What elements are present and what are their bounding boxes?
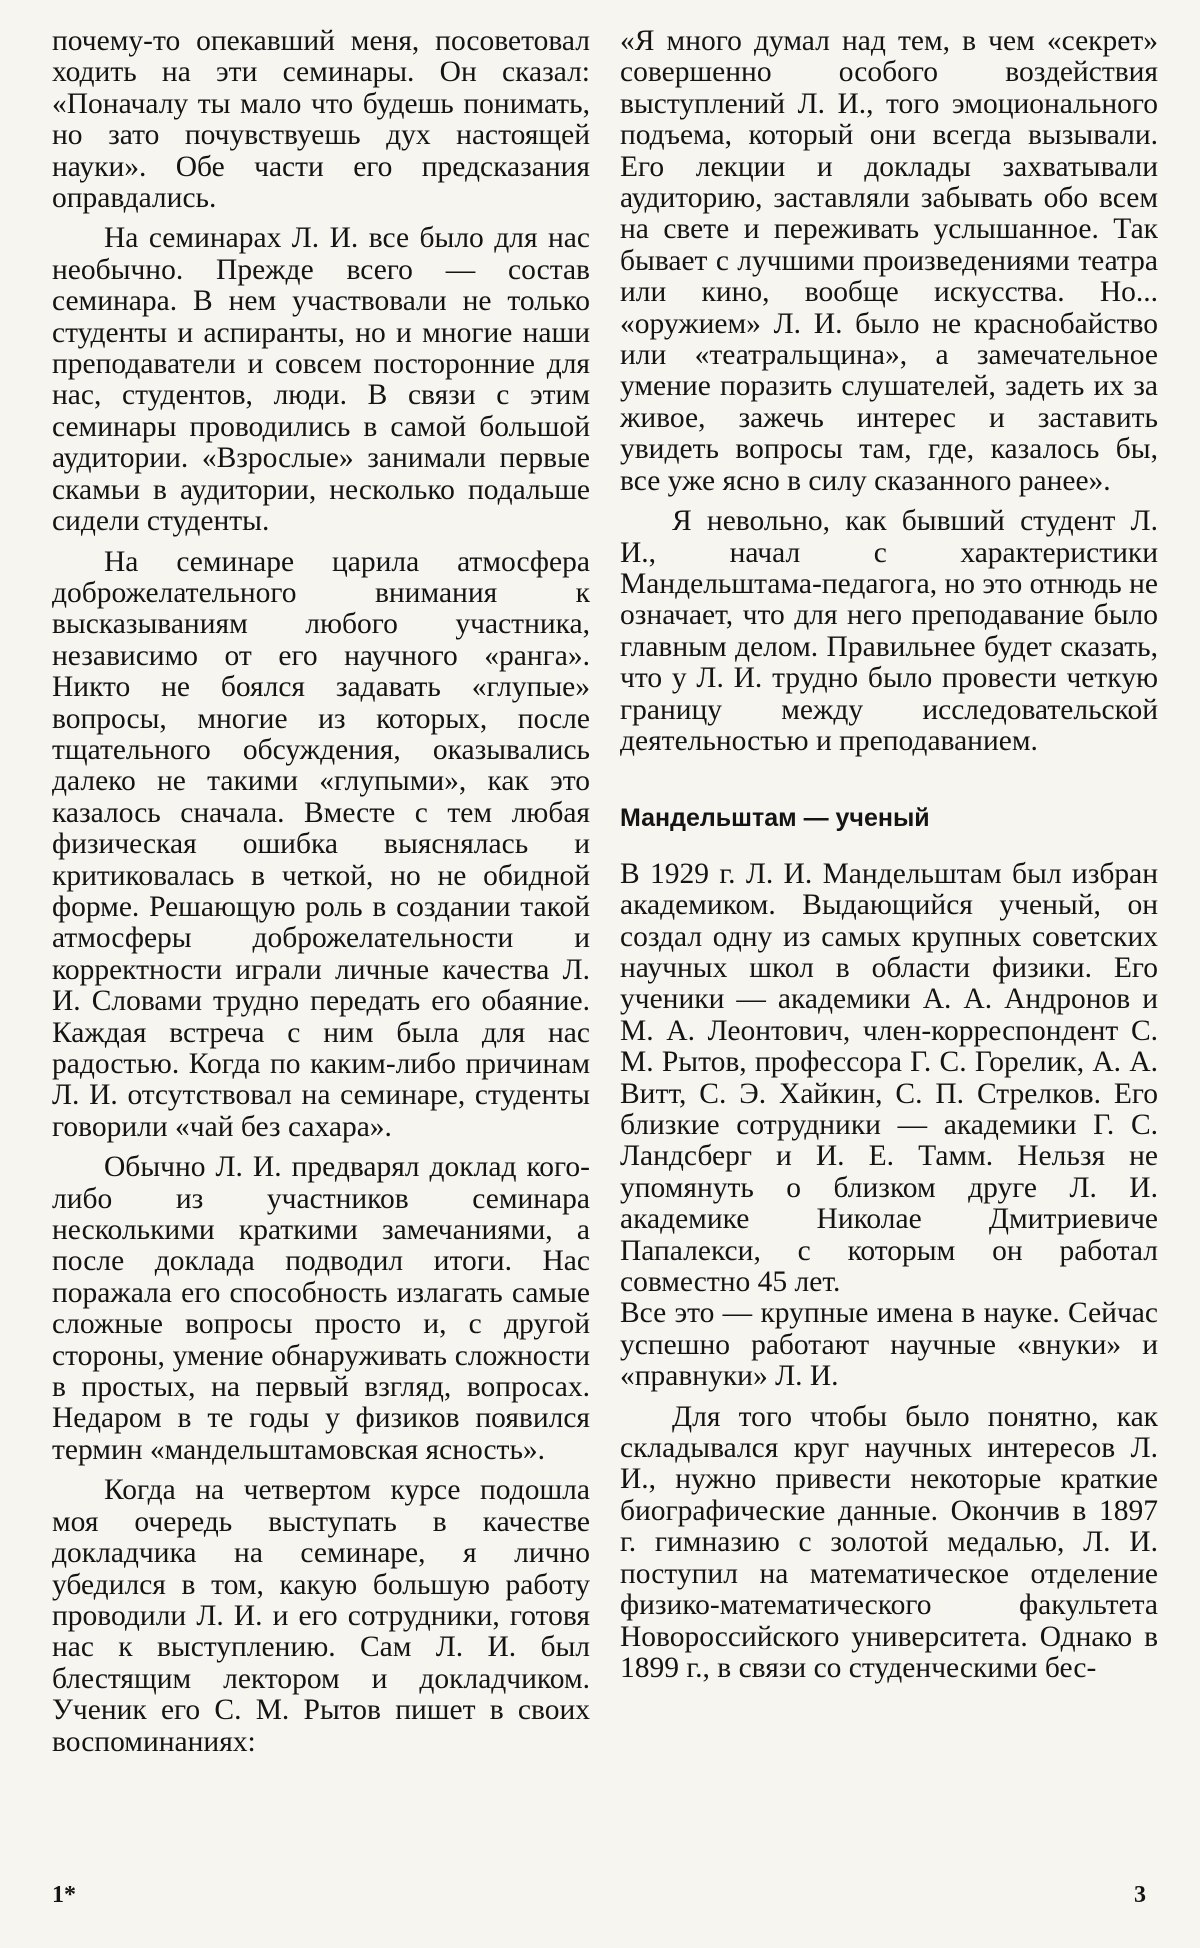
paragraph: На семинаре царила атмосфера доброжелательного внимания к высказываниям любого участника, независимо от его научного «ранга». Никто не боялся задавать «глупые» вопросы, многие из которых, после тщательного обсуждения, оказывались далеко не такими «глупыми», как это казалось сначала. Вместе с тем любая физическая ошибка выяснялась и критиковалась в четкой, но не обидной форме. Решающую роль в создании такой атмосферы доброжелательности и корректности играли личные качества Л. И. Словами трудно передать его обаяние. Каждая встреча с ним была для нас радостью. Когда по каким-либо причинам Л. И. отсутствовал на семинаре, студенты говорили «чай без сахара». bbox=[52, 545, 590, 1143]
paragraph: Все это — крупные имена в науке. Сейчас успешно работают научные «внуки» и «правнуки» Л. И. bbox=[620, 1297, 1158, 1393]
paragraph: Когда на четвертом курсе подошла моя очередь выступать в качестве докладчика на семинаре, я лично убедился в том, какую большую работу проводили Л. И. и его сотрудники, готовя нас к выступлению. Сам Л. И. был блестящим лектором и докладчиком. Ученик его С. М. Рытов пишет в своих воспоминаниях: bbox=[52, 1474, 590, 1758]
paragraph: На семинарах Л. И. все было для нас необычно. Прежде всего — состав семинара. В нем участвовали не только студенты и аспиранты, но и многие наши преподаватели и совсем посторонние для нас, студентов, люди. В связи с этим семинары проводились в самой большой аудитории. «Взрослые» занимали первые скамьи в аудитории, несколько подальше сидели студенты. bbox=[52, 222, 590, 538]
paragraph: Обычно Л. И. предварял доклад кого-либо из участников семинара несколькими краткими замечаниями, а после доклада подводил итоги. Нас поражала его способность излагать самые сложные вопросы просто и, с другой стороны, умение обнаруживать сложности в простых, на первый взгляд, вопросах. Недаром в те годы у физиков появился термин «мандельштамовская ясность». bbox=[52, 1151, 590, 1466]
left-column bbox=[52, 26, 590, 1767]
signature-mark: 1* bbox=[52, 1882, 76, 1908]
paragraph: Я невольно, как бывший студент Л. И., начал с характеристики Мандельштама-педагога, но это отнюдь не означает, что для него преподавание было главным делом. Правильнее будет сказать, что у Л. И. трудно было провести четкую границу между исследовательской деятельностью и преподаванием. bbox=[620, 505, 1158, 757]
right-column bbox=[620, 26, 1158, 1693]
paragraph: почему-то опекавший меня, посоветовал ходить на эти семинары. Он сказал: «Поначалу ты мало что будешь понимать, но зато почувствуешь дух настоящей науки». Обе части его предсказания оправдались. bbox=[52, 25, 590, 215]
paragraph: Для того чтобы было понятно, как складывался круг научных интересов Л. И., нужно привести некоторые краткие биографические данные. Окончив в 1897 г. гимназию с золотой медалью, Л. И. поступил на математическое отделение физико-математического факультета Новороссийского университета. Однако в 1899 г., в связи со студенческими бес- bbox=[620, 1400, 1158, 1684]
paragraph: В 1929 г. Л. И. Мандельштам был избран академиком. Выдающийся ученый, он создал одну из самых крупных советских научных школ в области физики. Его ученики — академики А. А. Андронов и М. А. Леонтович, член-корреспондент С. М. Рытов, профессора Г. С. Горелик, А. А. Витт, С. Э. Хайкин, С. П. Стрелков. Его близкие сотрудники — академики Г. С. Ландсберг и И. Е. Тамм. Нельзя не упомянуть о близком друге Л. И. академике Николае Дмитриевиче Папалекси, с которым он работал совместно 45 лет. bbox=[620, 857, 1158, 1299]
section-heading: Мандельштам — ученый bbox=[620, 804, 930, 833]
quote-paragraph: «Я много думал над тем, в чем «секрет» совершенно особого воздействия выступлений Л. И., того эмоционального подъема, который они всегда вызывали. Его лекции и доклады захватывали аудиторию, заставляли забывать обо всем на свете и переживать услышанное. Так бывает с лучшими произведениями театра или кино, вообще искусства. Но... «оружием» Л. И. было не краснобайство или «театральщина», а замечательное умение поразить слушателей, задеть их за живое, зажечь интерес и заставить увидеть вопросы там, где, казалось бы, все уже ясно в силу сказанного ранее». bbox=[620, 25, 1158, 497]
page-number: 3 bbox=[1134, 1882, 1146, 1908]
